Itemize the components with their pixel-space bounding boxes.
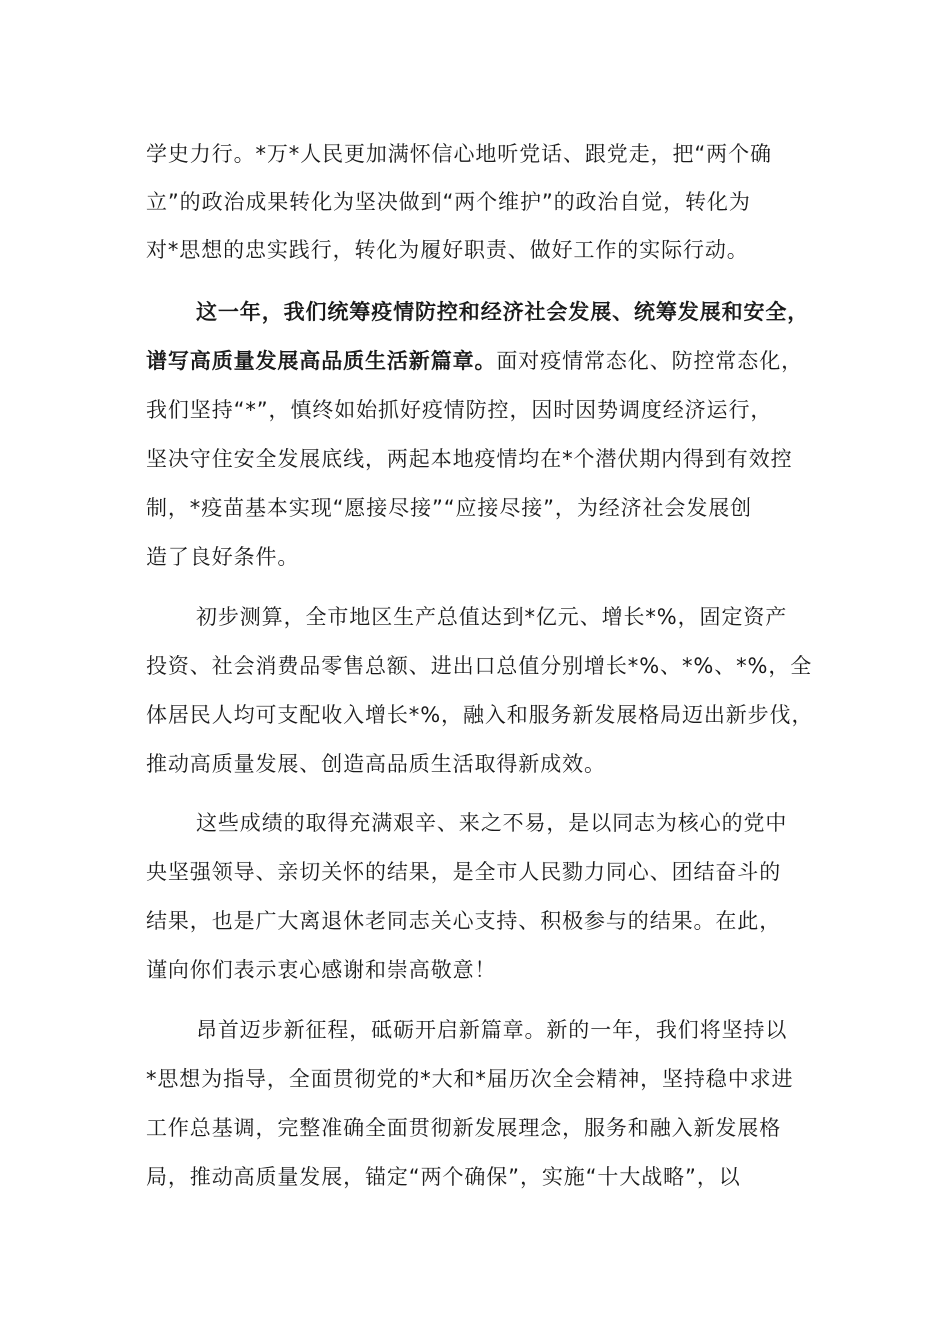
text-line: 这些成绩的取得充满艰辛、来之不易，是以同志为核心的党中 (196, 811, 788, 835)
text-line: 投资、社会消费品零售总额、进出口总值分别增长*%、*%、*%，全 (146, 654, 813, 678)
text-line: 局，推动高质量发展，锚定“两个确保”，实施“十大战略”，以 (146, 1165, 741, 1189)
text-line-rest: 面对疫情常态化、防控常态化， (496, 349, 804, 373)
text-line: 立”的政治成果转化为坚决做到“两个维护”的政治自觉，转化为 (146, 190, 751, 214)
text-line: 推动高质量发展、创造高品质生活取得新成效。 (146, 752, 606, 776)
text-line: 结果，也是广大离退休老同志关心支持、积极参与的结果。在此， (146, 909, 782, 933)
text-line: 央坚强领导、亲切关怀的结果，是全市人民勠力同心、团结奋斗的 (146, 860, 782, 884)
text-line-mixed (146, 344, 803, 378)
text-line: 坚决守住安全发展底线，两起本地疫情均在*个潜伏期内得到有效控 (146, 447, 793, 471)
text-line: 造了良好条件。 (146, 545, 300, 569)
text-line: 初步测算，全市地区生产总值达到*亿元、增长*%，固定资产 (196, 605, 788, 629)
text-line: 对*思想的忠实践行，转化为履好职责、做好工作的实际行动。 (146, 238, 749, 262)
text-line: *思想为指导，全面贯彻党的*大和*届历次全会精神，坚持稳中求进 (146, 1067, 794, 1091)
bold-heading-line: 这一年，我们统筹疫情防控和经济社会发展、统筹发展和安全， (196, 300, 810, 324)
text-line: 我们坚持“*”，慎终如始抓好疫情防控，因时因势调度经济运行， (146, 398, 773, 422)
text-line: 学史力行。*万*人民更加满怀信心地听党话、跟党走，把“两个确 (146, 142, 772, 166)
text-line: 制，*疫苗基本实现“愿接尽接”“应接尽接”，为经济社会发展创 (146, 496, 753, 520)
text-line: 谨向你们表示衷心感谢和崇高敬意！ (146, 958, 497, 982)
bold-heading-line: 谱写高质量发展高品质生活新篇章。 (146, 349, 497, 373)
text-line: 工作总基调，完整准确全面贯彻新发展理念，服务和融入新发展格 (146, 1116, 782, 1140)
text-line: 体居民人均可支配收入增长*%，融入和服务新发展格局迈出新步伐， (146, 703, 814, 727)
text-line: 昂首迈步新征程，砥砺开启新篇章。新的一年，我们将坚持以 (196, 1018, 788, 1042)
